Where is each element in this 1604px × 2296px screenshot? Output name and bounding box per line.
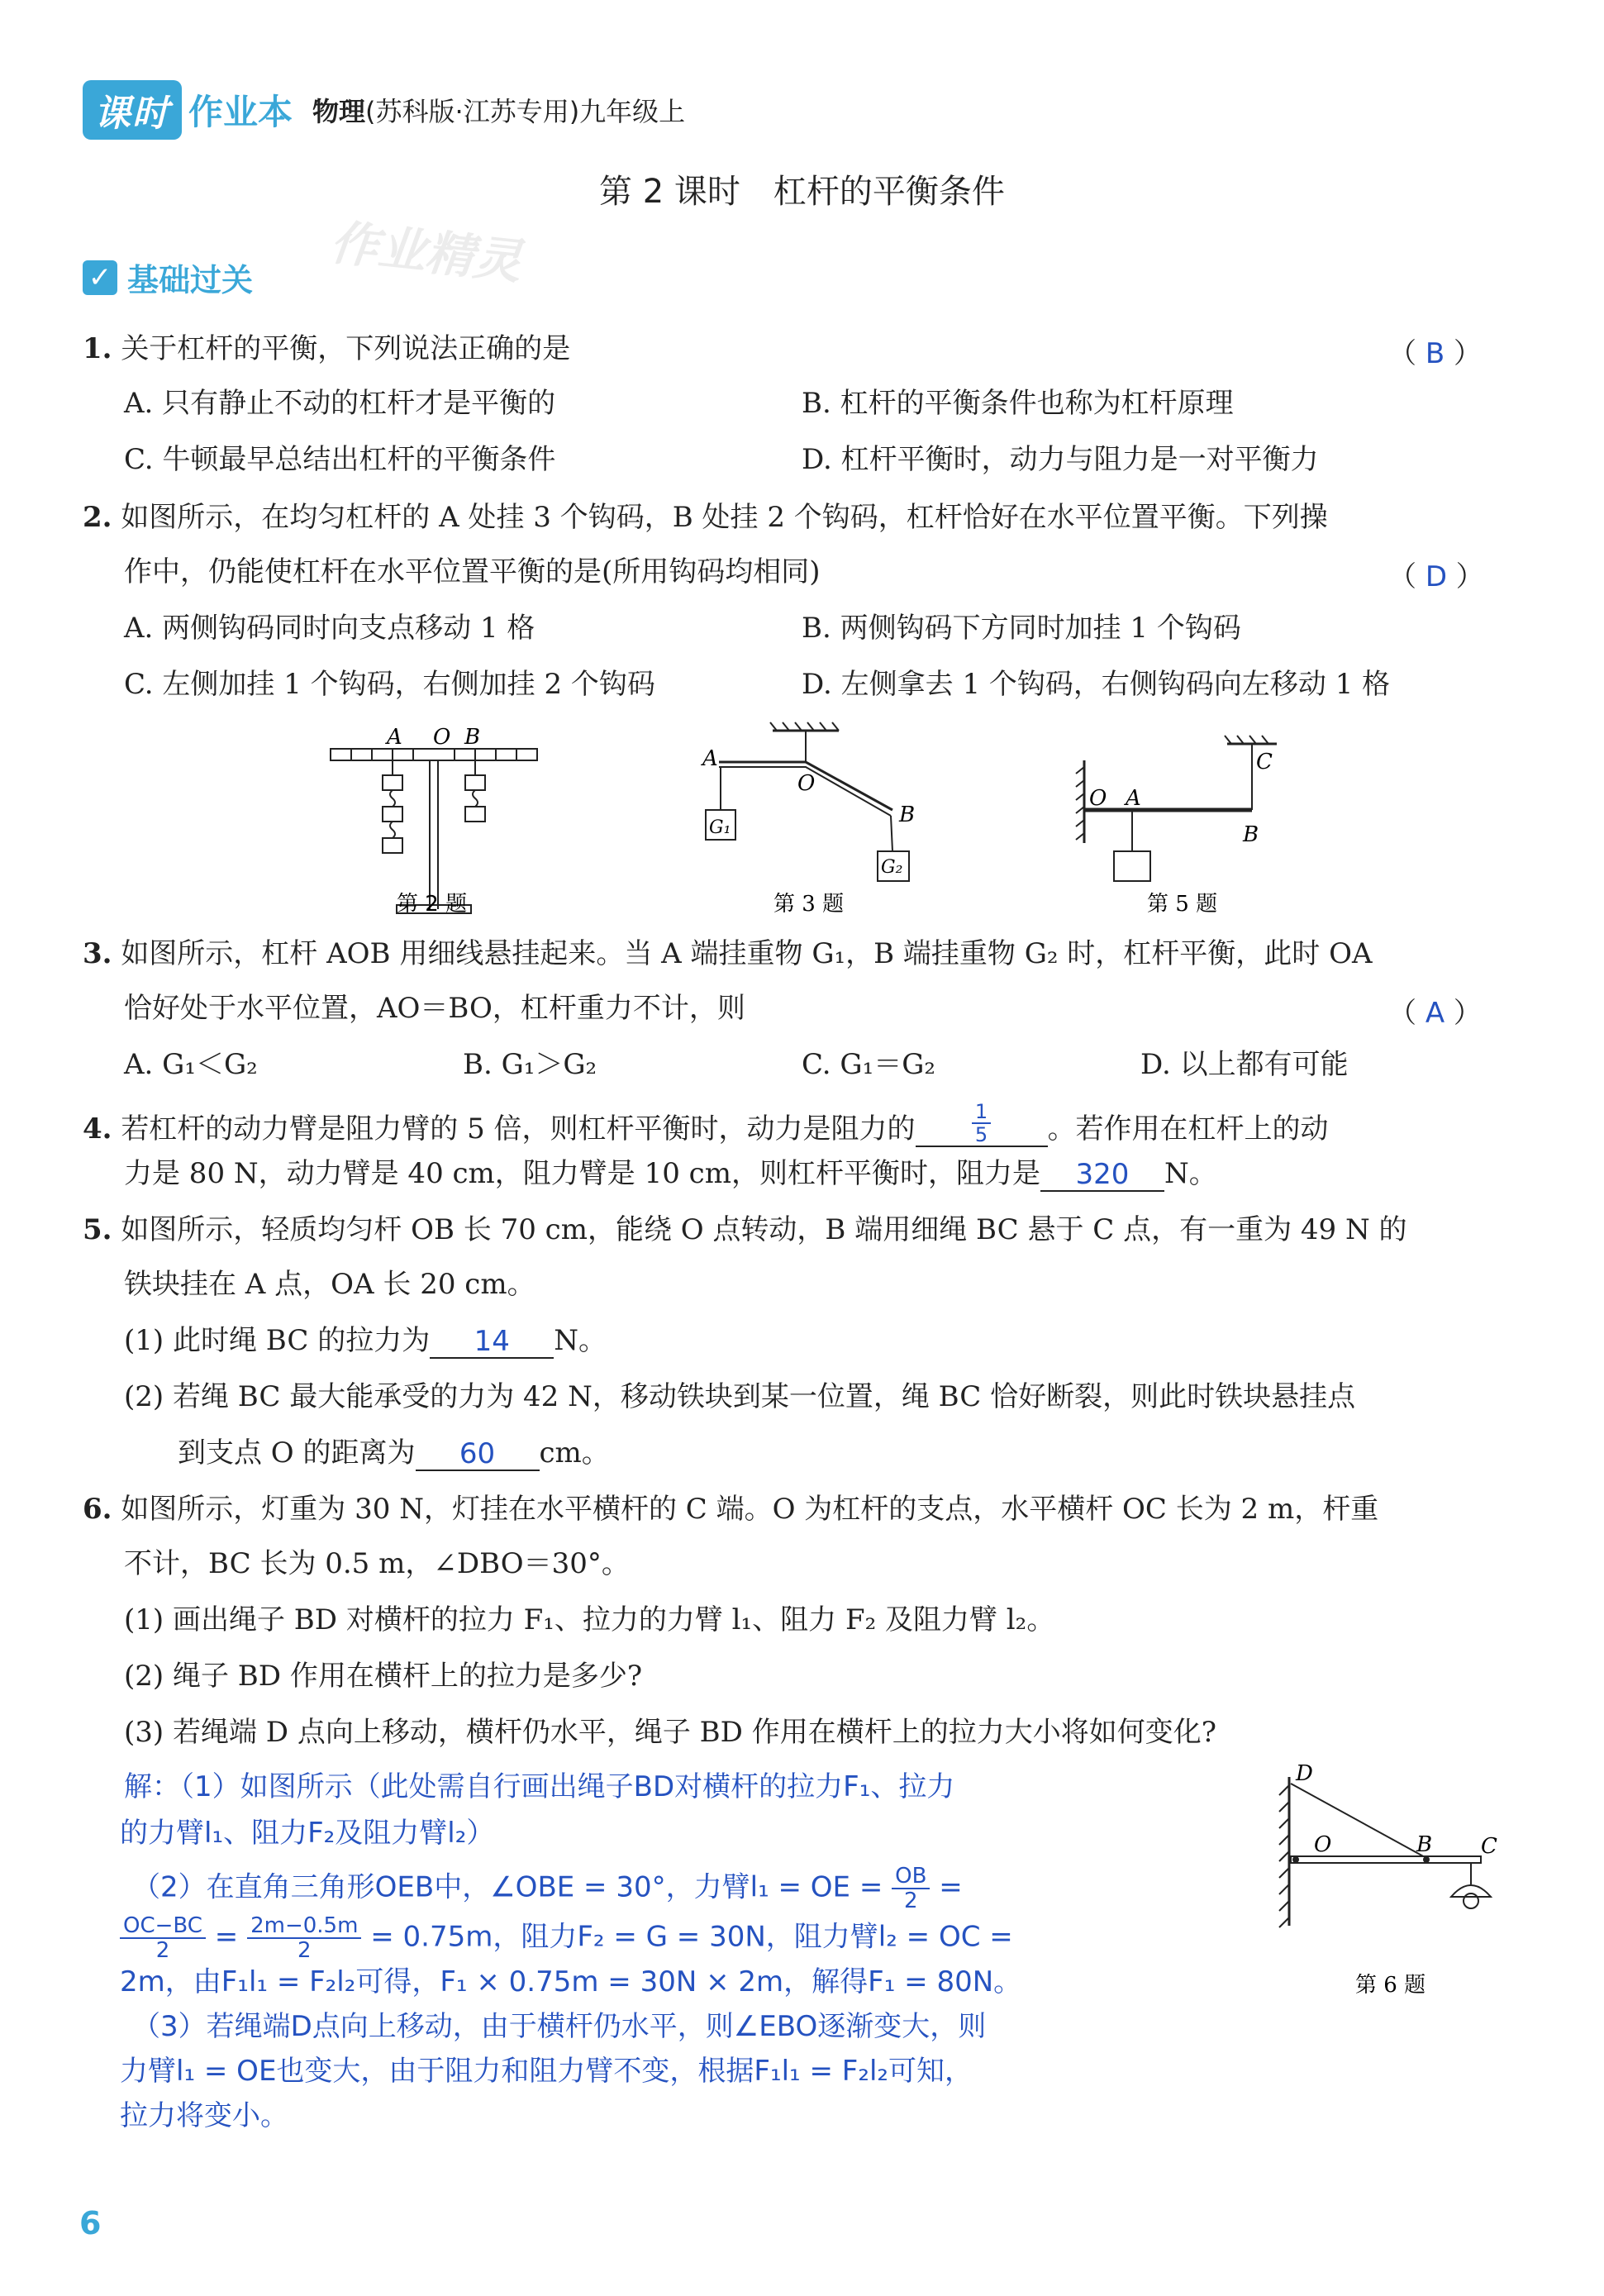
q3-option-b: B. G₁＞G₂ [463, 1048, 597, 1081]
solution-line-2: 的力臂l₁、阻力F₂及阻力臂l₂） [120, 1817, 495, 1850]
q4-line-2 [124, 1155, 1217, 1192]
solution-line-4-text: = 0.75m，阻力F₂ = G = 30N，阻力臂l₂ = OC = [370, 1920, 1013, 1954]
q1-answer-bracket: （ B ） [1388, 337, 1482, 370]
solution-line-3 [132, 1865, 963, 1913]
solution-line-3-eq: = [939, 1870, 963, 1904]
q2-answer-bracket: （ D ） [1388, 560, 1484, 593]
q5-sub-2-line-2 [178, 1435, 610, 1471]
fig3-label-a: A [702, 746, 718, 771]
q5-sub-2-text: 到支点 O 的距离为 [178, 1436, 416, 1470]
q6-stem-2: 不计，BC 长为 0.5 m，∠DBO＝30°。 [124, 1547, 630, 1580]
q3-option-a: A. G₁＜G₂ [124, 1048, 258, 1081]
fig6-b-dot [1423, 1856, 1430, 1863]
subject-rest: (苏科版·江苏专用)九年级上 [365, 96, 686, 127]
q3-stem-1 [83, 936, 1373, 972]
check-icon: ✓ [83, 260, 117, 295]
fig5-label-a: A [1126, 786, 1141, 811]
solution-frac-values-den: 2 [297, 1938, 312, 1963]
fig3-caption: 第 3 题 [773, 892, 845, 917]
q6-number: 6. [83, 1493, 112, 1526]
fig6-label-b: B [1416, 1832, 1433, 1857]
solution-line-4 [120, 1914, 1013, 1962]
fig2-label-a: A [387, 725, 402, 750]
solution-frac-values: 2m−0.5m [247, 1914, 361, 1939]
subject-bold: 物理 [312, 96, 366, 127]
q2-stem-2: 作中，仍能使杠杆在水平位置平衡的是(所用钩码均相同) [124, 555, 821, 588]
q1-option-d: D. 杠杆平衡时，动力与阻力是一对平衡力 [802, 443, 1319, 476]
solution-line-4-eq: = [214, 1920, 239, 1954]
fig6-pivot-dot [1292, 1856, 1299, 1863]
q3-answer: A [1425, 997, 1445, 1030]
q3-text-1: 如图所示，杠杆 AOB 用细线悬挂起来。当 A 端挂重物 G₁，B 端挂重物 G₂ 时，杠杆平衡，此时 OA [121, 937, 1373, 970]
section-header [83, 255, 253, 300]
fig2-caption: 第 2 题 [397, 892, 468, 917]
figures-row [314, 719, 1322, 922]
q4-text-3: 力是 80 N，动力臂是 40 cm，阻力臂是 10 cm，则杠杆平衡时，阻力是 [124, 1157, 1040, 1190]
fig3-label-g2: G₂ [881, 857, 903, 878]
q5-sub-1-unit: N。 [554, 1324, 607, 1357]
q1-stem [83, 331, 570, 367]
q4-text-4: N。 [1164, 1157, 1217, 1190]
fig3-label-o: O [797, 771, 816, 796]
solution-line-7: 力臂l₁ = OE也变大，由于阻力和阻力臂不变，根据F₁l₁ = F₂l₂可知， [120, 2055, 973, 2088]
q4-text-2: 。若作用在杠杆上的动 [1047, 1112, 1329, 1146]
solution-line-1: 解：（1）如图所示（此处需自行画出绳子BD对横杆的拉力F₁、拉力 [124, 1770, 955, 1803]
q6-sub-1: (1) 画出绳子 BD 对横杆的拉力 F₁、拉力的力臂 l₁、阻力 F₂ 及阻力臂 l₂。 [124, 1603, 1055, 1636]
section-label: 基础过关 [127, 262, 254, 298]
page-number: 6 [79, 2205, 102, 2241]
subject-title [312, 91, 685, 129]
logo-main: 课时 [83, 80, 182, 140]
q2-option-a: A. 两侧钩码同时向支点移动 1 格 [124, 612, 535, 645]
q3-option-c: C. G₁＝G₂ [802, 1048, 935, 1081]
fig5-caption: 第 5 题 [1147, 892, 1218, 917]
solution-frac-oc-bc-den: 2 [155, 1938, 170, 1963]
fig6-label-d: D [1296, 1761, 1313, 1786]
q2-stem-1 [83, 499, 1328, 536]
q5-number: 5. [83, 1213, 112, 1246]
q2-option-c: C. 左侧加挂 1 个钩码，右侧加挂 2 个钩码 [124, 668, 655, 701]
q1-option-c: C. 牛顿最早总结出杠杆的平衡条件 [124, 443, 556, 476]
fig6-caption: 第 6 题 [1355, 1973, 1426, 1998]
q6-text-1: 如图所示，灯重为 30 N，灯挂在水平横杆的 C 端。O 为杠杆的支点，水平横杆 OC 长为 2 m，杆重 [121, 1493, 1379, 1526]
q4-line-1 [83, 1101, 1329, 1147]
fig6-label-c: C [1481, 1834, 1497, 1859]
q4-blank-2: 320 [1040, 1159, 1164, 1192]
fig5-label-c: C [1256, 750, 1273, 774]
q4-blank-1-denominator: 5 [974, 1123, 988, 1146]
lesson-title: 第 2 课时 杠杆的平衡条件 [599, 173, 1005, 211]
solution-line-3-text: （2）在直角三角形OEB中，∠OBE = 30°，力臂l₁ = OE = [132, 1870, 883, 1904]
q3-number: 3. [83, 937, 112, 970]
fig3-diagram [706, 722, 909, 881]
fig2-diagram [331, 749, 537, 913]
fig6-diagram [1264, 1760, 1512, 2008]
solution-line-8: 拉力将变小。 [120, 2099, 288, 2132]
solution-frac-ob: OB [892, 1865, 930, 1889]
q1-option-a: A. 只有静止不动的杠杆才是平衡的 [124, 387, 556, 420]
q4-blank-1-numerator: 1 [972, 1101, 991, 1124]
q5-sub-1 [124, 1322, 607, 1359]
q5-stem-1 [83, 1212, 1407, 1248]
solution-line-6: （3）若绳端D点向上移动，由于横杆仍水平，则∠EBO逐渐变大，则 [132, 2010, 987, 2043]
q1-option-b: B. 杠杆的平衡条件也称为杠杆原理 [802, 387, 1234, 420]
watermark: 作业精灵 [327, 214, 525, 290]
q5-sub-2-line-1: (2) 若绳 BC 最大能承受的力为 42 N，移动铁块到某一位置，绳 BC 恰好断裂，则此时铁块悬挂点 [124, 1380, 1356, 1413]
q5-stem-2: 铁块挂在 A 点，OA 长 20 cm。 [124, 1268, 535, 1301]
header [83, 81, 685, 139]
solution-frac-oc-bc: OC−BC [120, 1914, 206, 1939]
q4-blank-1 [916, 1101, 1048, 1147]
q3-stem-2: 恰好处于水平位置，AO＝BO，杠杆重力不计，则 [124, 992, 745, 1025]
q2-text-1: 如图所示，在均匀杠杆的 A 处挂 3 个钩码，B 处挂 2 个钩码，杠杆恰好在水平位置平衡。下列操 [121, 501, 1328, 534]
q5-sub-2-unit: cm。 [539, 1436, 610, 1470]
q6-sub-2: (2) 绳子 BD 作用在横杆上的拉力是多少? [124, 1660, 643, 1693]
q1-text: 关于杠杆的平衡，下列说法正确的是 [121, 332, 571, 365]
logo-sub: 作业本 [188, 92, 293, 132]
q1-number: 1. [83, 332, 112, 365]
q1-answer: B [1425, 337, 1445, 370]
fig2-label-b: B [464, 725, 481, 750]
q5-blank-1: 14 [430, 1326, 554, 1359]
q2-option-d: D. 左侧拿去 1 个钩码，右侧钩码向左移动 1 格 [802, 668, 1391, 701]
q2-number: 2. [83, 501, 112, 534]
q2-option-b: B. 两侧钩码下方同时加挂 1 个钩码 [802, 612, 1241, 645]
fig2-label-o: O [433, 725, 451, 750]
q5-sub-1-text: (1) 此时绳 BC 的拉力为 [124, 1324, 431, 1357]
q5-blank-2: 60 [416, 1438, 540, 1471]
fig5-label-o: O [1089, 786, 1107, 811]
q3-answer-bracket: （ A ） [1388, 997, 1482, 1030]
solution-line-5: 2m，由F₁l₁ = F₂l₂可得，F₁ × 0.75m = 30N × 2m，解得F₁ = 80N。 [120, 1965, 1022, 1998]
q6-stem-1 [83, 1491, 1378, 1527]
fig3-label-b: B [899, 803, 916, 827]
fig5-label-b: B [1243, 822, 1259, 847]
q6-sub-3: (3) 若绳端 D 点向上移动，横杆仍水平，绳子 BD 作用在横杆上的拉力大小将如何变化? [124, 1716, 1216, 1749]
q5-text-1: 如图所示，轻质均匀杆 OB 长 70 cm，能绕 O 点转动，B 端用细绳 BC 悬于 C 点，有一重为 49 N 的 [121, 1213, 1407, 1246]
fig3-label-g1: G₁ [709, 817, 731, 838]
solution-frac-ob-den: 2 [904, 1889, 918, 1913]
q4-text-1: 若杠杆的动力臂是阻力臂的 5 倍，则杠杆平衡时，动力是阻力的 [121, 1112, 916, 1146]
fig6-label-o: O [1314, 1832, 1332, 1857]
q4-number: 4. [83, 1112, 112, 1146]
q2-answer: D [1425, 560, 1447, 593]
q3-option-d: D. 以上都有可能 [1140, 1048, 1349, 1081]
